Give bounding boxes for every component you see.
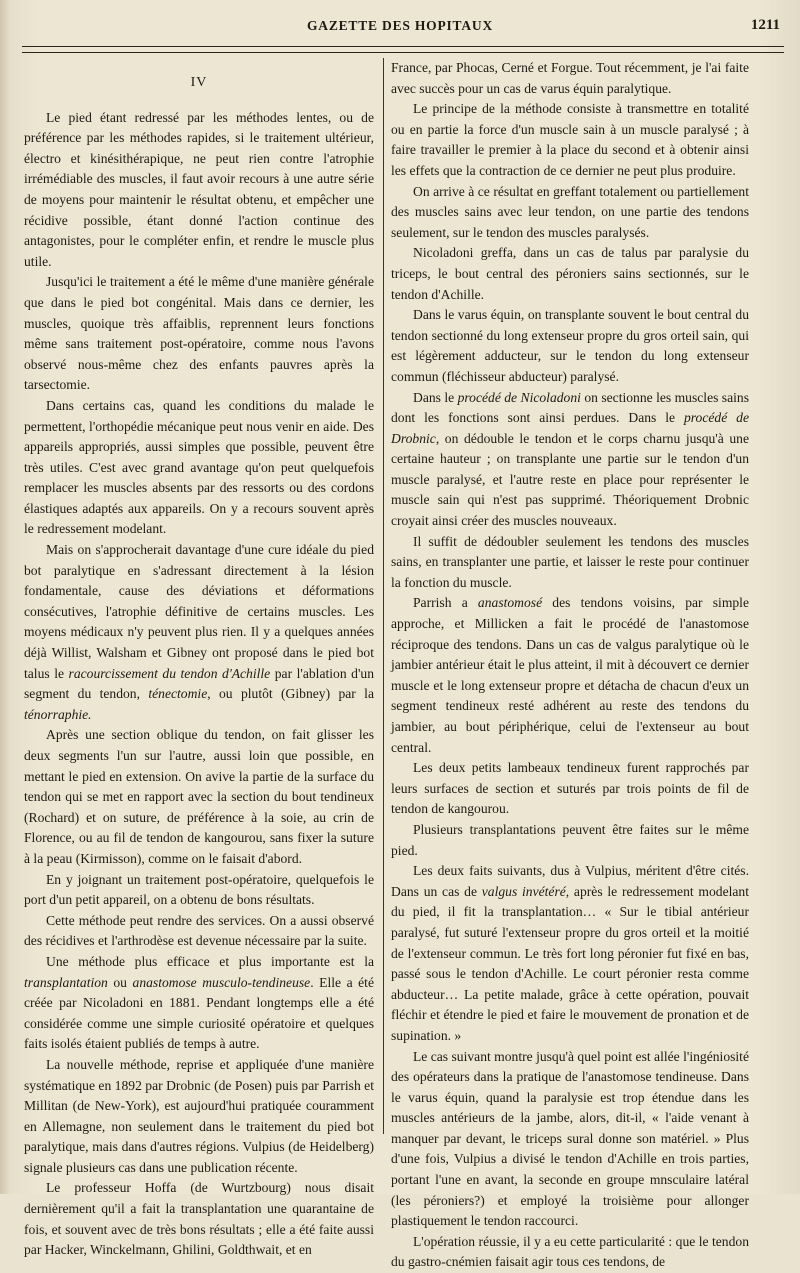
right-column (391, 58, 749, 1273)
paragraph: Il suffit de dédoubler seulement les tendons des muscles sains, en transplanter une partie, et laisser le reste pour continuer la fonction du muscle. (391, 533, 749, 590)
paragraph: Le professeur Hoffa (de Wurtzbourg) nous disait dernièrement qu'il a fait la transplantation une quarantaine de fois, et souvent avec de très bons résultats ; elle a été faite aussi par Hacker, Winckelmann, Ghilini, Goldthwait, et en (24, 1180, 374, 1258)
paragraph: Les deux petits lambeaux tendineux furent rapprochés par leurs surfaces de section et suturés par trois points de fil de tendon de kangourou. (391, 760, 749, 817)
paragraph: Le principe de la méthode consiste à transmettre en totalité ou en partie la force d'un muscle sain à un muscle paralysé ; à faire travailler le premier à la place du second et à obtenir ainsi les effets que la contraction de ce dernier ne peut plus produire. (391, 101, 749, 178)
paragraph: Mais on s'approcherait davantage d'une cure idéale du pied bot paralytique en s'adressant directement à la lésion fondamentale, cause des déviations et déformations consécutives, l'atrophie définitive de certains muscles. Les moyens médicaux n'y peuvent plus rien. Il y a quelques années déjà Willist, Walsham et Gibney ont proposé dans le pied bot talus le racourcissement du tendon d'Achille par l'ablation d'un segment du tendon, ténectomie, ou plutôt (Gibney) par la ténorraphie. (24, 542, 374, 722)
paragraph: Après une section oblique du tendon, on fait glisser les deux segments l'un sur l'autre, aussi loin que possible, en mettant le pied en extension. On avive la partie de la surface du tendon qui se met en rapport avec la section du bout tendineux (Rochard) et on suture, de préférence à la soie, au crin de Florence, ou au fil de tendon de kangourou, sans fixer la suture à la peau (Kirmisson), comme on le faisait d'abord. (24, 727, 374, 866)
paragraph: Nicoladoni greffa, dans un cas de talus par paralysie du triceps, le bout central des péroniers sains sectionnés, sur le tendon d'Achille. (391, 245, 749, 302)
header-rule-thin (22, 52, 784, 53)
column-divider (383, 58, 384, 1134)
paragraph: France, par Phocas, Cerné et Forgue. Tout récemment, je l'ai faite avec succès pour un cas de varus équin paralytique. (391, 60, 749, 96)
paragraph: Dans le varus équin, on transplante souvent le bout central du tendon sectionné du long extenseur propre du gros orteil sain, qui est légèrement adducteur, sur le tendon du long extenseur commun (fléchisseur abducteur) paralysé. (391, 307, 749, 384)
page-header (0, 14, 800, 42)
paragraph: Le pied étant redressé par les méthodes lentes, ou de préférence par les méthodes rapides, si le traitement ultérieur, électro et kinésithérapique, ne peut rien contre l'atrophie irrémédiable des muscles, il faut avoir recours à une autre série de moyens pour maintenir le résultat obtenu, et empêcher une récidive possible, étant donné l'action continue des antagonistes, pour le compléter enfin, et rendre le muscle plus utile. (24, 109, 374, 269)
left-column (24, 58, 374, 1261)
paragraph: On arrive à ce résultat en greffant totalement ou partiellement des muscles sains avec leur tendon, on une partie des tendons seulement, sur le tendon des muscles paralysés. (391, 183, 749, 240)
paragraph: L'opération réussie, il y a eu cette particularité : que le tendon du gastro-cnémien faisait agir tous ces tendons, de (391, 1233, 749, 1270)
paragraph: En y joignant un traitement post-opératoire, quelquefois le port d'un petit appareil, on a obtenu de bons résultats. (24, 871, 374, 908)
paragraph: Jusqu'ici le traitement a été le même d'une manière générale que dans le pied bot congénital. Mais dans ce dernier, les muscles, quoique très affaiblis, reprennent leurs fonctions même sans traitement post-opératoire, comme nous l'avons observé nous-même chez des enfants pauvres après la tarsectomie. (24, 274, 374, 393)
paragraph: Parrish a anastomosé des tendons voisins, par simple approche, et Millicken a fait le procédé de l'anastomose réciproque des tendons. Dans un cas de valgus paralytique où le jambier antérieur était le plus atteint, il mit à découvert ce dernier muscle et le long extenseur propre et détacha de chacun d'eux un segment tendineux resté adhérent au reste des tendons du jambier, au bout périphérique, celui de l'extenseur au bout central. (391, 595, 749, 755)
paragraph: Le cas suivant montre jusqu'à quel point est allée l'ingéniosité des opérateurs dans la pratique de l'anastomose tendineuse. Dans le varus équin, quand la paralysie est trop étendue dans les muscles antérieurs de la jambe, alors, dit-il, « l'aide venant à manquer par devant, le triceps sural donne son matériel. » Plus d'une fois, Vulpius a divisé le tendon d'Achille en trois parties, portant l'une en avant, la seconde en groupe mnsculaire latéral (les péroniers?) et employé la troisième pour allonger plastiquement le tendon raccourci. (391, 1048, 749, 1229)
paragraph: Les deux faits suivants, dus à Vulpius, méritent d'être cités. Dans un cas de valgus invétéré, après le redressement modelant du pied, il fit la transplantation… « Sur le tibial antérieur paralysé, fut suturé l'extenseur propre du gros orteil et la moitié de l'extenseur commun. Le très fort long péronier fut fixé en bas, passé sous le tendon d'Achille. Le court péronier resta comme abducteur… La petite malade, grâce à cette opération, pouvait fléchir et étendre le pied et faire le mouvement de pronation et de supination. » (391, 863, 749, 1043)
paragraph: Cette méthode peut rendre des services. On a aussi observé des récidives et l'arthrodèse est devenue nécessaire par la suite. (24, 912, 374, 949)
paragraph: Plusieurs transplantations peuvent être faites sur le même pied. (391, 821, 749, 858)
header-rule (22, 46, 784, 47)
section-heading: IV (190, 75, 208, 90)
paragraph: Dans le procédé de Nicoladoni on sectionne les muscles sains dont les fonctions sont ainsi perdues. Dans le procédé de Drobnic, on dédouble le tendon et le corps charnu jusqu'à une certaine hauteur ; on transplante une partie sur le tendon d'un muscle paralysé, et l'autre reste en place pour représenter le muscle sain qui n'est pas supprimé. Théoriquement Drobnic croyait ainsi créer des muscles nouveaux. (391, 389, 749, 529)
paragraph: Une méthode plus efficace et plus importante est la transplantation ou anastomose musculo-tendineuse. Elle a été créée par Nicoladoni en 1881. Pendant longtemps elle a été considérée comme une simple curiosité opératoire et quelques faits isolés étaient publiés de temps à autre. (24, 953, 374, 1052)
paragraph: Dans certains cas, quand les conditions du malade le permettent, l'orthopédie mécanique peut nous venir en aide. Des appareils appropriés, aussi simples que possible, peuvent être très utiles. C'est avec grand avantage qu'on peut quelquefois remplacer les muscles absents par des ressorts ou des cordons élastiques adaptés aux appareils. On y a recours souvent après le redressement modelant. (24, 397, 374, 537)
journal-title: GAZETTE DES HOPITAUX (306, 18, 494, 33)
paragraph: La nouvelle méthode, reprise et appliquée d'une manière systématique en 1892 par Drobnic (de Posen) puis par Parrish et Millitan (de New-York), est aujourd'hui pratiquée couramment en Allemagne, non seulement dans le traitement du pied bot paralytique, mais dans d'autres régions. Vulpius (de Heidelberg) signale plusieurs cas dans une publication récente. (24, 1056, 374, 1175)
page-number: 1211 (750, 17, 780, 33)
